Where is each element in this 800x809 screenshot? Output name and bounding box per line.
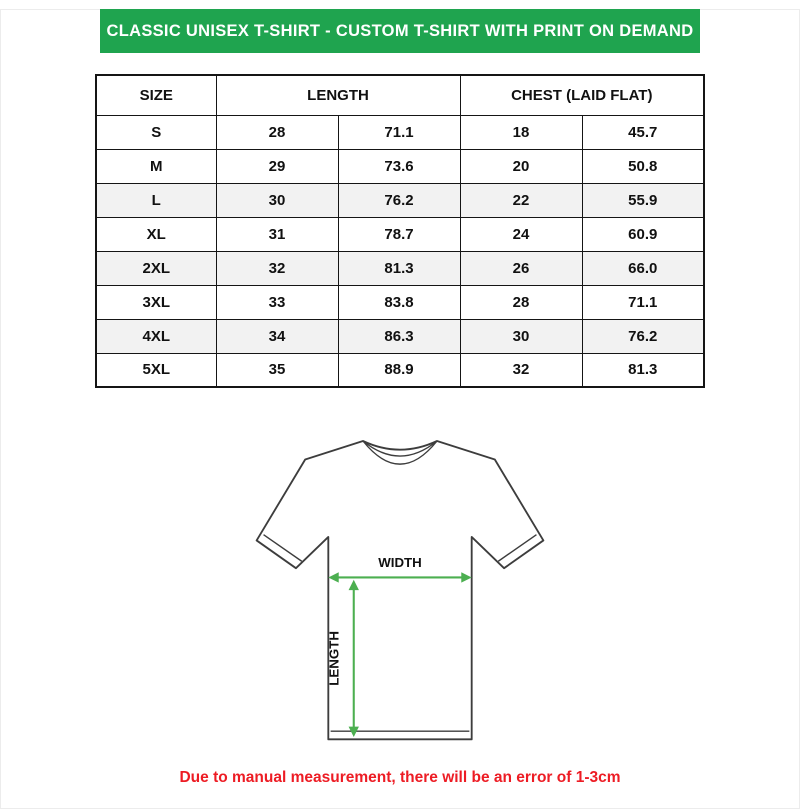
length-in-cell: 33 bbox=[216, 285, 338, 319]
table-row bbox=[96, 217, 704, 251]
measurement-diagram bbox=[0, 404, 800, 774]
length-cm-cell: 88.9 bbox=[338, 353, 460, 387]
length-in-cell: 29 bbox=[216, 149, 338, 183]
table-row bbox=[96, 353, 704, 387]
length-in-cell: 35 bbox=[216, 353, 338, 387]
width-label: WIDTH bbox=[378, 555, 422, 571]
size-cell: L bbox=[96, 183, 216, 217]
size-chart-container bbox=[95, 74, 705, 388]
chest-in-cell: 20 bbox=[460, 149, 582, 183]
size-cell: S bbox=[96, 115, 216, 149]
length-cm-cell: 71.1 bbox=[338, 115, 460, 149]
length-in-cell: 30 bbox=[216, 183, 338, 217]
header-row bbox=[96, 75, 704, 115]
chest-cm-cell: 66.0 bbox=[582, 251, 704, 285]
col-header-chest: CHEST (LAID FLAT) bbox=[460, 75, 704, 115]
chest-in-cell: 32 bbox=[460, 353, 582, 387]
col-header-size: SIZE bbox=[96, 75, 216, 115]
chest-cm-cell: 76.2 bbox=[582, 319, 704, 353]
table-row bbox=[96, 319, 704, 353]
size-chart-page bbox=[0, 9, 800, 809]
table-row bbox=[96, 115, 704, 149]
length-in-cell: 28 bbox=[216, 115, 338, 149]
size-cell: 5XL bbox=[96, 353, 216, 387]
chest-in-cell: 18 bbox=[460, 115, 582, 149]
size-cell: XL bbox=[96, 217, 216, 251]
table-row bbox=[96, 183, 704, 217]
size-cell: 4XL bbox=[96, 319, 216, 353]
chest-cm-cell: 45.7 bbox=[582, 115, 704, 149]
chest-cm-cell: 71.1 bbox=[582, 285, 704, 319]
length-cm-cell: 86.3 bbox=[338, 319, 460, 353]
length-cm-cell: 81.3 bbox=[338, 251, 460, 285]
length-cm-cell: 83.8 bbox=[338, 285, 460, 319]
size-chart-table bbox=[95, 74, 705, 388]
tshirt-outline bbox=[257, 441, 544, 739]
col-header-length: LENGTH bbox=[216, 75, 460, 115]
chest-in-cell: 28 bbox=[460, 285, 582, 319]
chest-in-cell: 22 bbox=[460, 183, 582, 217]
length-cm-cell: 76.2 bbox=[338, 183, 460, 217]
size-cell: M bbox=[96, 149, 216, 183]
chest-cm-cell: 81.3 bbox=[582, 353, 704, 387]
length-in-cell: 31 bbox=[216, 217, 338, 251]
tshirt-diagram-svg bbox=[215, 404, 585, 774]
page-title: CLASSIC UNISEX T-SHIRT - CUSTOM T-SHIRT WITH PRINT ON DEMAND bbox=[106, 21, 694, 40]
size-cell: 3XL bbox=[96, 285, 216, 319]
table-row bbox=[96, 149, 704, 183]
length-in-cell: 34 bbox=[216, 319, 338, 353]
length-label: LENGTH bbox=[326, 631, 342, 686]
length-cm-cell: 78.7 bbox=[338, 217, 460, 251]
measurement-error-note: Due to manual measurement, there will be an error of 1-3cm bbox=[179, 769, 621, 786]
length-in-cell: 32 bbox=[216, 251, 338, 285]
chest-cm-cell: 60.9 bbox=[582, 217, 704, 251]
chest-in-cell: 24 bbox=[460, 217, 582, 251]
chest-in-cell: 30 bbox=[460, 319, 582, 353]
chest-cm-cell: 50.8 bbox=[582, 149, 704, 183]
title-banner bbox=[100, 9, 700, 53]
length-cm-cell: 73.6 bbox=[338, 149, 460, 183]
chest-cm-cell: 55.9 bbox=[582, 183, 704, 217]
table-row bbox=[96, 251, 704, 285]
size-cell: 2XL bbox=[96, 251, 216, 285]
chest-in-cell: 26 bbox=[460, 251, 582, 285]
table-row bbox=[96, 285, 704, 319]
